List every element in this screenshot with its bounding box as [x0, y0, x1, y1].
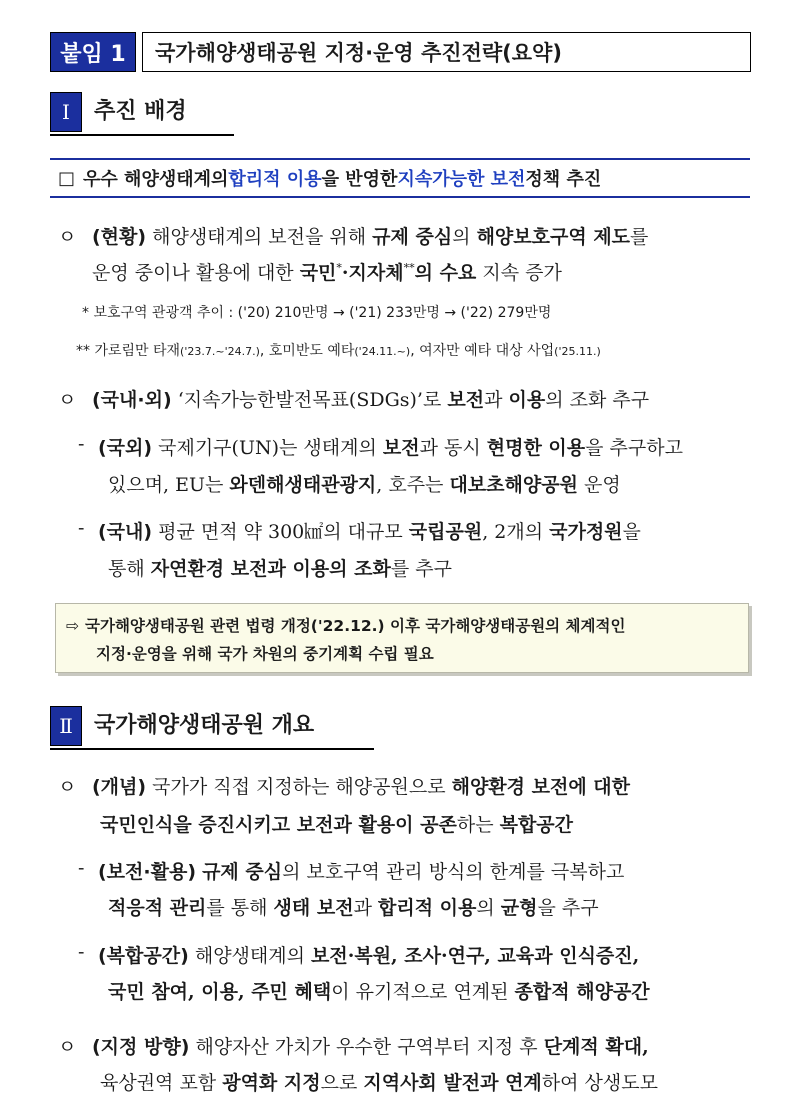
section-1-title: 추진 배경 [94, 99, 187, 124]
status-line-1: (현황) 해양생태계의 보전을 위해 규제 중심의 해양보호구역 제도를 [92, 226, 649, 248]
banner-highlight-rational-use: 합리적 이용 [228, 169, 322, 190]
banner-text: 을 반영한 [321, 169, 398, 190]
banner-text: 정책 추진 [525, 169, 602, 190]
concept-line-2: 국민인식을 증진시키고 보전과 활용이 공존하는 복합공간 [100, 814, 574, 836]
conclusion-box [55, 603, 749, 673]
banner-text: 우수 해양생태계의 [83, 169, 229, 190]
section-1-underline [50, 134, 234, 136]
section-2-heading [50, 706, 314, 746]
document-title: 국가해양생태공원 지정·운영 추진전략(요약) [142, 32, 751, 72]
direction-line-2: 육상권역 포함 광역화 지정으로 지역사회 발전과 연계하여 상생도모 [100, 1072, 658, 1094]
dash-icon: - [78, 941, 85, 963]
section-2-number: Ⅱ [50, 706, 82, 746]
bullet-icon: ㅇ [58, 389, 77, 411]
direction-line-1: (지정 방향) 해양자산 가치가 우수한 구역부터 지정 후 단계적 확대, [92, 1036, 649, 1058]
section-2-underline [50, 748, 374, 750]
bullet-icon: ㅇ [58, 1036, 77, 1058]
conservation-use-line-1: (보전·활용) 규제 중심의 보호구역 관리 방식의 한계를 극복하고 [98, 861, 625, 883]
attachment-badge: 붙임 1 [50, 32, 136, 72]
section-1-number: Ⅰ [50, 92, 82, 132]
policy-banner [50, 158, 750, 198]
dash-icon: - [78, 517, 85, 539]
section-2-title: 국가해양생태공원 개요 [94, 713, 315, 738]
domestic-line-2: 통해 자연환경 보전과 이용의 조화를 추구 [108, 558, 452, 580]
footnote-projects: ** 가로림만 타재('23.7.~'24.7.), 호미반도 예타('24.11.~), 여자만 예타 대상 사업('25.11.) [76, 343, 601, 359]
conclusion-line-1: ⇨ 국가해양생태공원 관련 법령 개정('22.12.) 이후 국가해양생태공원의 체계적인 [66, 617, 626, 635]
dash-icon: - [78, 433, 85, 455]
section-1-heading [50, 92, 187, 132]
concept-line-1: (개념) 국가가 직접 지정하는 해양공원으로 해양환경 보전에 대한 [92, 776, 631, 798]
complex-space-line-1: (복합공간) 해양생태계의 보전·복원, 조사·연구, 교육과 인식증진, [98, 945, 640, 967]
bullet-icon: ㅇ [58, 226, 77, 248]
bullet-icon: ㅇ [58, 776, 77, 798]
square-bullet-icon: □ [58, 167, 76, 189]
dash-icon: - [78, 857, 85, 879]
complex-space-line-2: 국민 참여, 이용, 주민 혜택이 유기적으로 연계된 종합적 해양공간 [108, 981, 650, 1003]
document-header [50, 32, 751, 72]
footnote-visitors: * 보호구역 관광객 추이 : ('20) 210만명 → ('21) 233만명 → ('22) 279만명 [82, 305, 552, 321]
status-line-2: 운영 중이나 활용에 대한 국민*·지자체**의 수요 지속 증가 [92, 261, 562, 284]
intl-line-2: 있으며, EU는 와덴해생태관광지, 호주는 대보초해양공원 운영 [108, 474, 621, 496]
domestic-intl-line: (국내·외) ‘지속가능한발전목표(SDGs)’로 보전과 이용의 조화 추구 [92, 389, 650, 411]
right-arrow-icon: ⇨ [66, 617, 79, 635]
banner-highlight-sustainable: 지속가능한 보전 [397, 169, 526, 190]
intl-line-1: (국외) 국제기구(UN)는 생태계의 보전과 동시 현명한 이용을 추구하고 [98, 437, 683, 459]
conservation-use-line-2: 적응적 관리를 통해 생태 보전과 합리적 이용의 균형을 추구 [108, 897, 599, 919]
conclusion-line-2: 지정·운영을 위해 국가 차원의 중기계획 수립 필요 [96, 645, 434, 663]
domestic-line-1: (국내) 평균 면적 약 300㎢의 대규모 국립공원, 2개의 국가정원을 [98, 521, 641, 543]
